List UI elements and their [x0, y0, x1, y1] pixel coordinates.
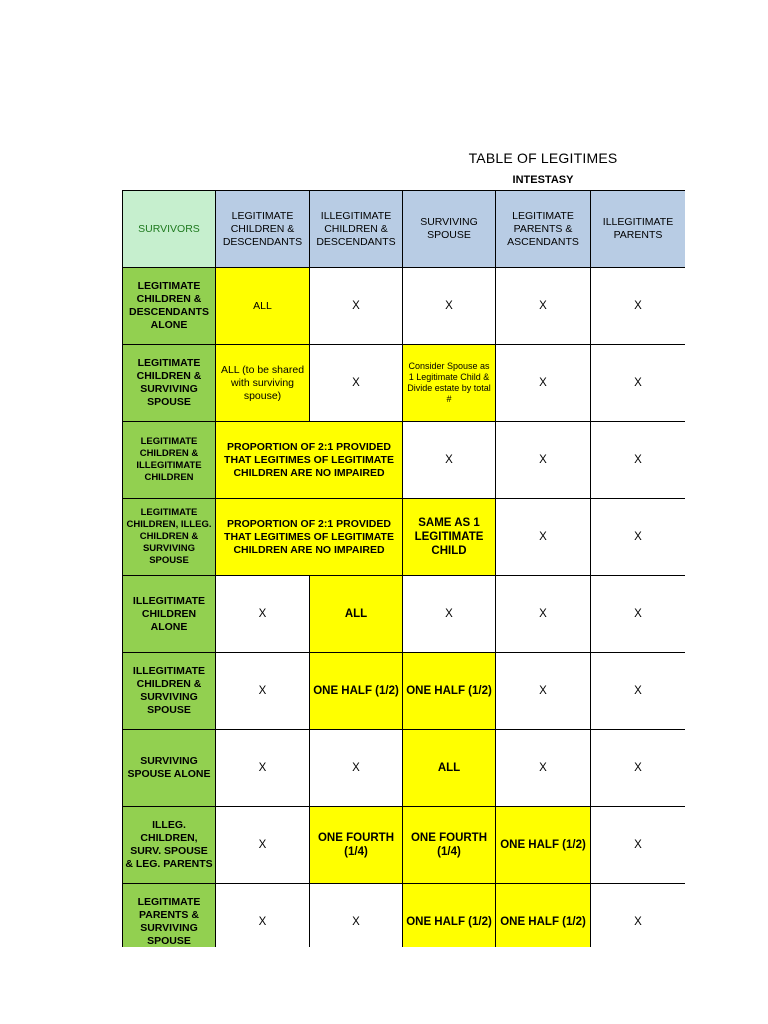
- cell-surviving-spouse: SAME AS 1 LEGITIMATE CHILD: [403, 499, 496, 576]
- table-row: [123, 807, 686, 884]
- table-row: [123, 884, 686, 948]
- cell-surviving-spouse: ONE FOURTH (1/4): [403, 807, 496, 884]
- header-legitimate-parents: LEGITIMATE PARENTS & ASCENDANTS: [496, 191, 591, 268]
- row-label: LEGITIMATE PARENTS & SURVIVING SPOUSE: [123, 884, 216, 948]
- cell-illegitimate-parents: X: [591, 499, 686, 576]
- row-label: SURVIVING SPOUSE ALONE: [123, 730, 216, 807]
- cell-legitimate-children: ALL: [216, 268, 310, 345]
- header-survivors: SURVIVORS: [123, 191, 216, 268]
- page-subtitle: INTESTASY: [512, 174, 574, 186]
- cell-surviving-spouse: ONE HALF (1/2): [403, 653, 496, 730]
- cell-legitimate-parents: ONE HALF (1/2): [496, 884, 591, 948]
- table-row: [123, 499, 686, 576]
- cell-legitimate-illegitimate-children: PROPORTION OF 2:1 PROVIDED THAT LEGITIMES OF LEGITIMATE CHILDREN ARE NO IMPAIRED: [216, 499, 403, 576]
- cell-illegitimate-children: X: [310, 730, 403, 807]
- cell-illegitimate-children: X: [310, 884, 403, 948]
- cell-illegitimate-parents: X: [591, 653, 686, 730]
- cell-legitimate-parents: X: [496, 653, 591, 730]
- cell-surviving-spouse: ONE HALF (1/2): [403, 884, 496, 948]
- page-title: TABLE OF LEGITIMES: [468, 150, 618, 166]
- row-label: ILLEG. CHILDREN, SURV. SPOUSE & LEG. PARENTS: [123, 807, 216, 884]
- cell-illegitimate-parents: X: [591, 345, 686, 422]
- cell-illegitimate-parents: X: [591, 422, 686, 499]
- cell-illegitimate-children: X: [310, 268, 403, 345]
- row-label: LEGITIMATE CHILDREN, ILLEG. CHILDREN & SURVIVING SPOUSE: [123, 499, 216, 576]
- table-row: [123, 422, 686, 499]
- cell-illegitimate-parents: X: [591, 576, 686, 653]
- cell-legitimate-parents: X: [496, 345, 591, 422]
- row-label: ILLEGITIMATE CHILDREN ALONE: [123, 576, 216, 653]
- row-label: LEGITIMATE CHILDREN & ILLEGITIMATE CHILDREN: [123, 422, 216, 499]
- header-row: [123, 191, 686, 268]
- cell-illegitimate-children: ONE FOURTH (1/4): [310, 807, 403, 884]
- header-legitimate-children: LEGITIMATE CHILDREN & DESCENDANTS: [216, 191, 310, 268]
- cell-legitimate-parents: X: [496, 499, 591, 576]
- cell-legitimate-parents: ONE HALF (1/2): [496, 807, 591, 884]
- row-label: LEGITIMATE CHILDREN & DESCENDANTS ALONE: [123, 268, 216, 345]
- row-label: LEGITIMATE CHILDREN & SURVIVING SPOUSE: [123, 345, 216, 422]
- cell-illegitimate-parents: X: [591, 268, 686, 345]
- legitimes-table-wrapper: [122, 190, 685, 947]
- cell-legitimate-children: X: [216, 807, 310, 884]
- cell-legitimate-parents: X: [496, 730, 591, 807]
- cell-legitimate-children: X: [216, 653, 310, 730]
- header-surviving-spouse: SURVIVING SPOUSE: [403, 191, 496, 268]
- cell-illegitimate-parents: X: [591, 730, 686, 807]
- cell-surviving-spouse: X: [403, 268, 496, 345]
- table-row: [123, 730, 686, 807]
- cell-illegitimate-parents: X: [591, 807, 686, 884]
- cell-legitimate-parents: X: [496, 268, 591, 345]
- cell-legitimate-children: ALL (to be shared with surviving spouse): [216, 345, 310, 422]
- cell-illegitimate-children: ALL: [310, 576, 403, 653]
- cell-surviving-spouse: Consider Spouse as 1 Legitimate Child & Divide estate by total #: [403, 345, 496, 422]
- table-row: [123, 268, 686, 345]
- cell-illegitimate-parents: X: [591, 884, 686, 948]
- cell-illegitimate-children: X: [310, 345, 403, 422]
- cell-surviving-spouse: ALL: [403, 730, 496, 807]
- cell-legitimate-parents: X: [496, 576, 591, 653]
- cell-surviving-spouse: X: [403, 422, 496, 499]
- header-illegitimate-parents: ILLEGITIMATE PARENTS: [591, 191, 686, 268]
- legitimes-table: [122, 190, 685, 947]
- table-row: [123, 345, 686, 422]
- cell-surviving-spouse: X: [403, 576, 496, 653]
- cell-legitimate-parents: X: [496, 422, 591, 499]
- cell-legitimate-children: X: [216, 730, 310, 807]
- cell-legitimate-children: X: [216, 576, 310, 653]
- cell-legitimate-illegitimate-children: PROPORTION OF 2:1 PROVIDED THAT LEGITIMES OF LEGITIMATE CHILDREN ARE NO IMPAIRED: [216, 422, 403, 499]
- cell-legitimate-children: X: [216, 884, 310, 948]
- cell-illegitimate-children: ONE HALF (1/2): [310, 653, 403, 730]
- header-illegitimate-children: ILLEGITIMATE CHILDREN & DESCENDANTS: [310, 191, 403, 268]
- table-row: [123, 576, 686, 653]
- table-row: [123, 653, 686, 730]
- row-label: ILLEGITIMATE CHILDREN & SURVIVING SPOUSE: [123, 653, 216, 730]
